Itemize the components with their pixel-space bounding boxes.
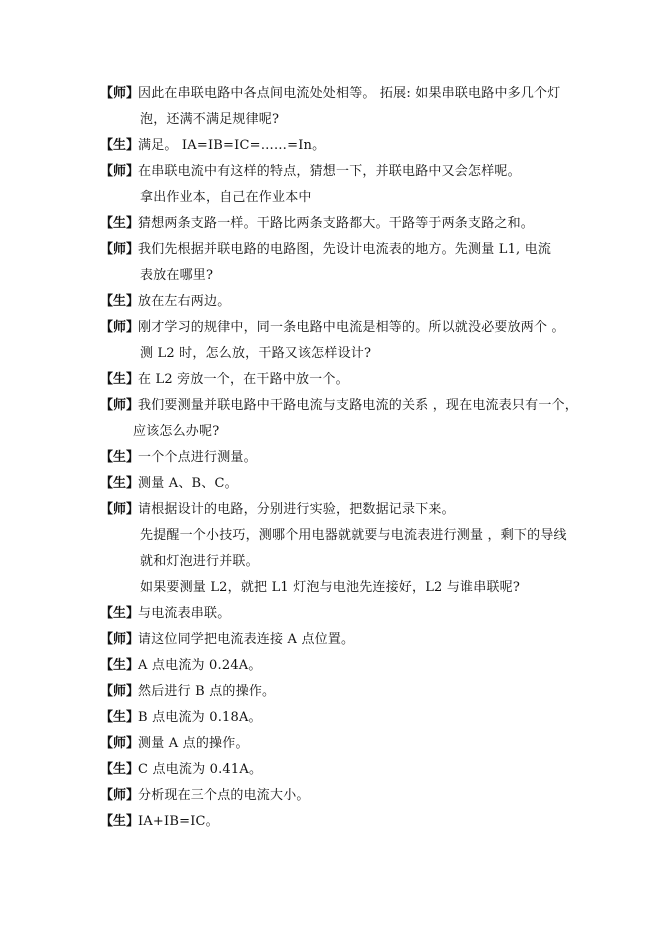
speaker-tag-student: 【生】 — [100, 294, 140, 309]
dialogue-line — [0, 82, 661, 106]
speaker-tag-student: 【生】 — [100, 476, 140, 491]
dialogue-line — [0, 316, 661, 340]
line-text: 分析现在三个点的电流大小。 — [138, 788, 310, 803]
dialogue-line — [0, 472, 661, 496]
line-text: 放在左右两边。 — [138, 294, 231, 309]
dialogue-line — [0, 680, 661, 704]
dialogue-line — [0, 810, 661, 834]
line-text: 一个个点进行测量。 — [138, 450, 257, 465]
speaker-tag-student: 【生】 — [100, 138, 140, 153]
line-text: 我们要测量并联电路中干路电流与支路电流的关系 ，现在电流表只有一个， — [138, 398, 578, 413]
speaker-tag-student: 【生】 — [100, 710, 140, 725]
speaker-tag-student: 【生】 — [100, 216, 140, 231]
dialogue-line — [0, 602, 661, 626]
speaker-tag-teacher: 【师】 — [100, 86, 140, 101]
speaker-tag-teacher: 【师】 — [100, 736, 140, 751]
dialogue-line — [0, 654, 661, 678]
dialogue-line-continuation — [0, 420, 661, 444]
line-text: IA+IB=IC。 — [138, 814, 219, 829]
dialogue-line — [0, 290, 661, 314]
line-text: 表放在哪里? — [140, 268, 214, 283]
speaker-tag-teacher: 【师】 — [100, 398, 140, 413]
speaker-tag-student: 【生】 — [100, 814, 140, 829]
dialogue-line — [0, 446, 661, 470]
speaker-tag-teacher: 【师】 — [100, 164, 140, 179]
dialogue-line-continuation — [0, 524, 661, 548]
dialogue-line — [0, 758, 661, 782]
line-text: 在 L2 旁放一个，在干路中放一个。 — [138, 372, 349, 387]
line-text: 测 L2 时，怎么放，干路又该怎样设计? — [140, 346, 372, 361]
speaker-tag-teacher: 【师】 — [100, 684, 140, 699]
speaker-tag-student: 【生】 — [100, 372, 140, 387]
speaker-tag-student: 【生】 — [100, 450, 140, 465]
line-text: 泡，还满不满足规律呢? — [140, 112, 280, 127]
dialogue-line — [0, 134, 661, 158]
line-text: 刚才学习的规律中，同一条电路中电流是相等的。所以就没必要放两个 。 — [138, 320, 565, 335]
dialogue-line-continuation — [0, 576, 661, 600]
line-text: 测量 A、B、C。 — [138, 476, 238, 491]
speaker-tag-student: 【生】 — [100, 762, 140, 777]
line-text: A 点电流为 0.24A。 — [138, 658, 262, 673]
dialogue-line — [0, 706, 661, 730]
speaker-tag-teacher: 【师】 — [100, 788, 140, 803]
line-text: B 点电流为 0.18A。 — [138, 710, 262, 725]
line-text: 猜想两条支路一样。干路比两条支路都大。干路等于两条支路之和。 — [138, 216, 535, 231]
dialogue-line — [0, 784, 661, 808]
dialogue-line-continuation — [0, 550, 661, 574]
dialogue-line — [0, 238, 661, 262]
line-text: 我们先根据并联电路的电路图，先设计电流表的地方。先测量 L1, 电流 — [138, 242, 552, 257]
dialogue-line-continuation — [0, 264, 661, 288]
dialogue-line — [0, 732, 661, 756]
line-text: 应该怎么办呢? — [133, 424, 220, 439]
dialogue-line-continuation — [0, 342, 661, 366]
speaker-tag-student: 【生】 — [100, 658, 140, 673]
dialogue-line — [0, 160, 661, 184]
line-text: 然后进行 B 点的操作。 — [138, 684, 276, 699]
dialogue-line — [0, 628, 661, 652]
dialogue-line-continuation — [0, 108, 661, 132]
speaker-tag-student: 【生】 — [100, 606, 140, 621]
dialogue-line — [0, 394, 661, 418]
speaker-tag-teacher: 【师】 — [100, 242, 140, 257]
line-text: 测量 A 点的操作。 — [138, 736, 249, 751]
line-text: 如果要测量 L2，就把 L1 灯泡与电池先连接好，L2 与谁串联呢? — [140, 580, 521, 595]
dialogue-line — [0, 368, 661, 392]
dialogue-line — [0, 498, 661, 522]
speaker-tag-teacher: 【师】 — [100, 632, 140, 647]
line-text: 在串联电流中有这样的特点，猜想一下，并联电路中又会怎样呢。 — [138, 164, 521, 179]
line-text: 先提醒一个小技巧，测哪个用电器就就要与电流表进行测量 ，剩下的导线 — [140, 528, 567, 543]
line-text: 满足。 IA=IB=IC=……=In。 — [138, 138, 326, 153]
line-text: 请这位同学把电流表连接 A 点位置。 — [138, 632, 355, 647]
line-text: 因此在串联电路中各点间电流处处相等。 拓展: 如果串联电路中多几个灯 — [138, 86, 561, 101]
line-text: 请根据设计的电路，分别进行实验，把数据记录下来。 — [138, 502, 455, 517]
speaker-tag-teacher: 【师】 — [100, 502, 140, 517]
line-text: 拿出作业本，自己在作业本中 — [140, 190, 312, 205]
line-text: 与电流表串联。 — [138, 606, 231, 621]
line-text: 就和灯泡进行并联。 — [140, 554, 259, 569]
dialogue-line — [0, 212, 661, 236]
speaker-tag-teacher: 【师】 — [100, 320, 140, 335]
line-text: C 点电流为 0.41A。 — [138, 762, 263, 777]
dialogue-line-continuation — [0, 186, 661, 210]
